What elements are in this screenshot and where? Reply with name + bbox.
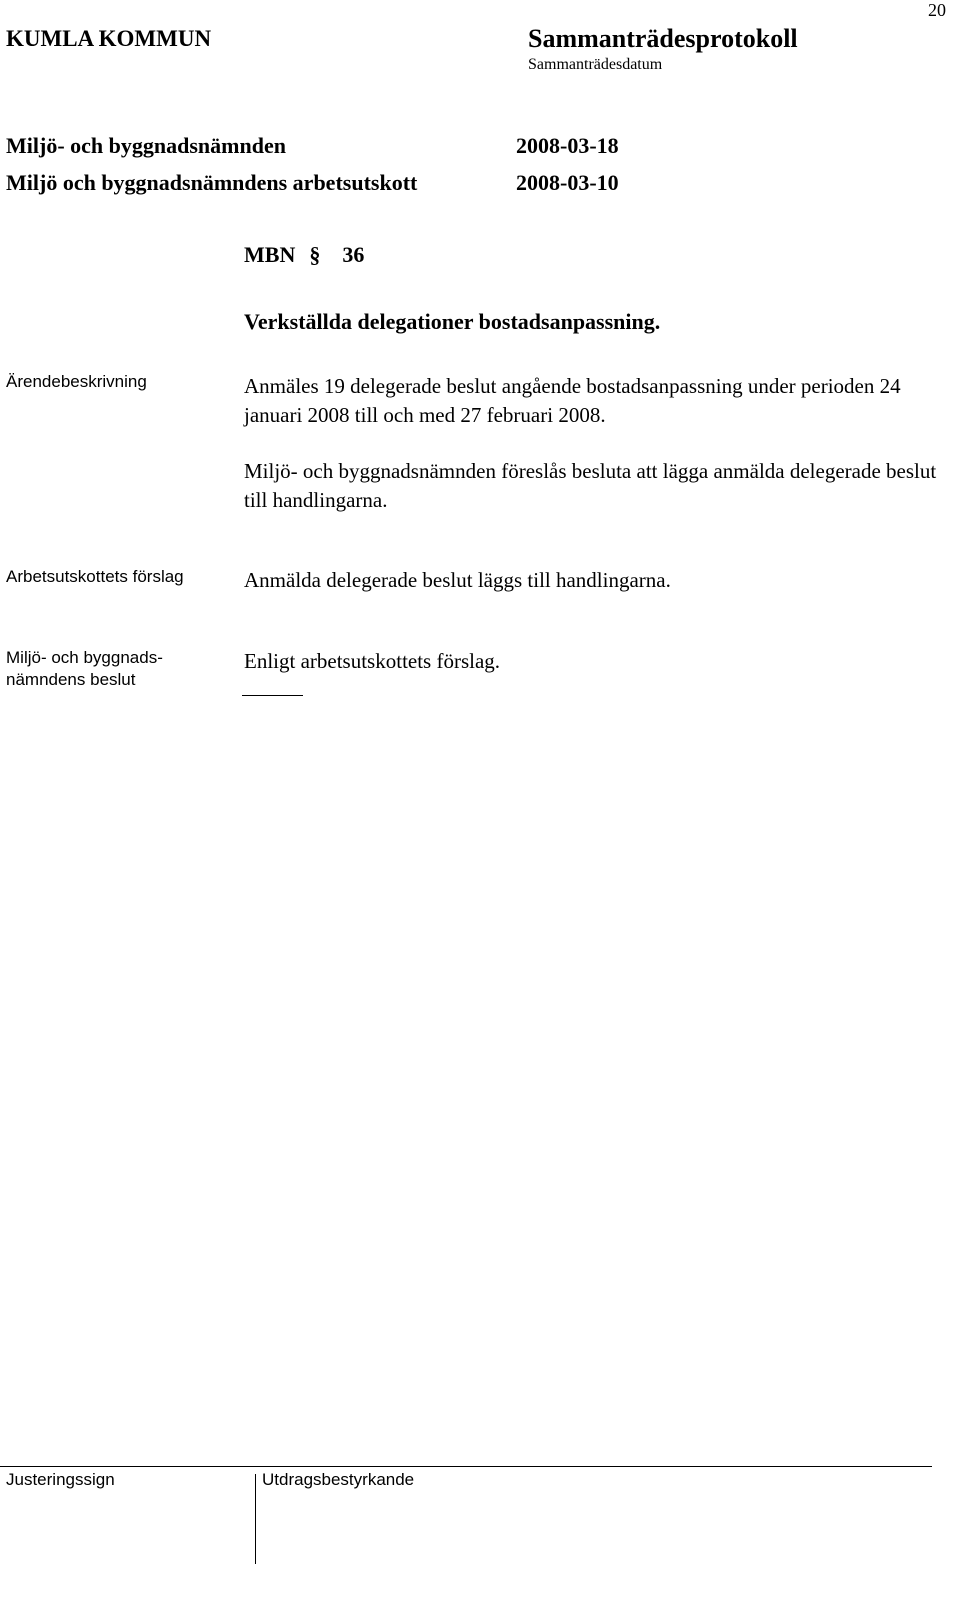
footer-rule — [0, 1466, 932, 1467]
committee-proposal-text: Anmälda delegerade beslut läggs till handlingarna. — [244, 568, 671, 592]
board-decision-text: Enligt arbetsutskottets förslag. — [244, 649, 501, 673]
page-number: 20 — [928, 0, 946, 20]
description-paragraph-2: Miljö- och byggnadsnämnden föreslås besluta att lägga anmälda delegerade beslut till handlingarna. — [244, 459, 937, 512]
description-paragraph-1: Anmäles 19 delegerade beslut angående bostadsanpassning under perioden 24 januari 2008 till och med 27 februari 2008. — [244, 374, 901, 427]
footer-justification-label: Justeringssign — [6, 1470, 115, 1489]
footer-divider — [255, 1474, 256, 1564]
item-heading: Verkställda delegationer bostadsanpassning. — [244, 309, 661, 334]
end-of-section-line — [242, 695, 303, 696]
section-reference — [244, 242, 364, 268]
section-number: 36 — [342, 242, 365, 267]
footer-certification-label: Utdragsbestyrkande — [262, 1470, 415, 1489]
board-date: 2008-03-18 — [516, 133, 619, 158]
document-title: Sammanträdesprotokoll — [528, 24, 798, 53]
committee-name: Miljö och byggnadsnämndens arbetsutskott — [6, 170, 418, 195]
description-label: Ärendebeskrivning — [6, 372, 147, 391]
board-decision-label: Miljö- och byggnads- nämndens beslut — [6, 648, 163, 689]
document-subtitle: Sammanträdesdatum — [528, 56, 663, 73]
board-name: Miljö- och byggnadsnämnden — [6, 133, 286, 158]
committee-date: 2008-03-10 — [516, 170, 619, 195]
section-symbol: § — [309, 242, 321, 267]
section-prefix: MBN — [244, 242, 296, 267]
organization-name: KUMLA KOMMUN — [6, 26, 212, 51]
committee-proposal-label: Arbetsutskottets förslag — [6, 567, 184, 586]
